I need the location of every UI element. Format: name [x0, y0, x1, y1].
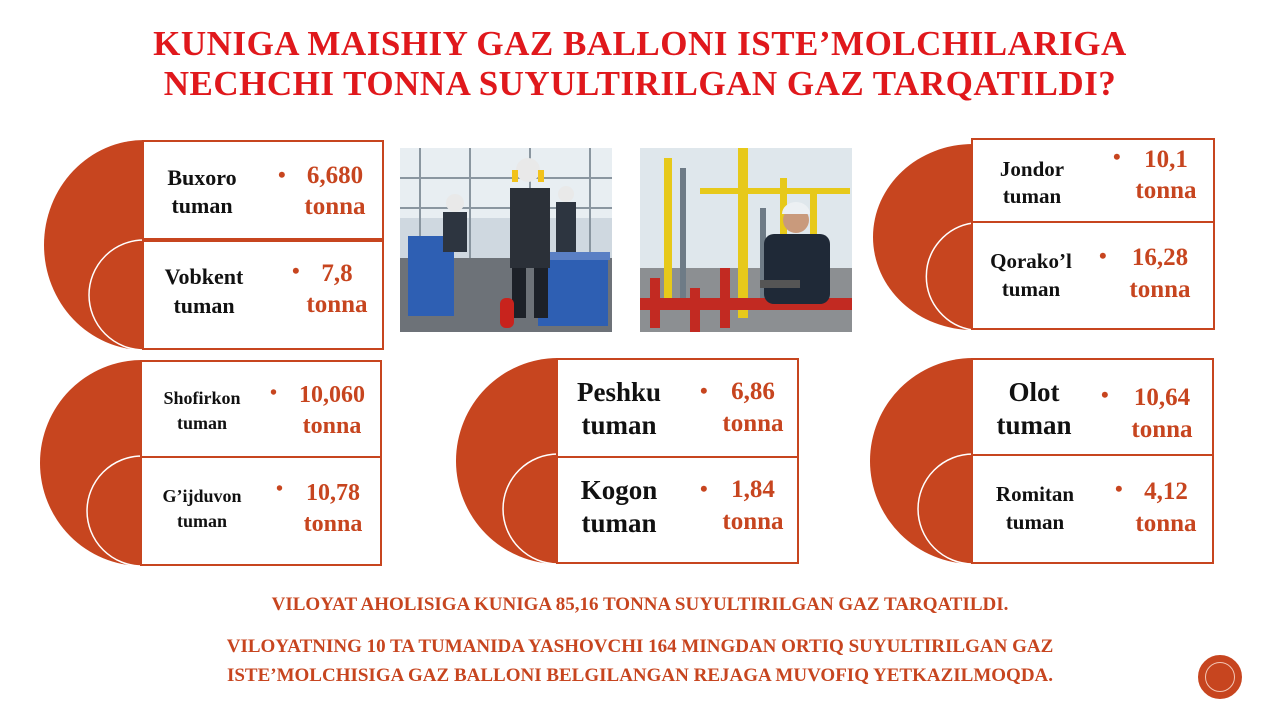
- bullet-icon: •: [700, 476, 708, 501]
- district-value: 10,060 tonna: [299, 382, 365, 439]
- district-card-jondor: [971, 138, 1215, 223]
- district-value: 10,64 tonna: [1131, 384, 1193, 443]
- bullet-icon: •: [1115, 476, 1123, 501]
- district-card-gijduvon: [140, 456, 382, 566]
- slide-nav-button[interactable]: [1198, 655, 1242, 699]
- district-card-peshku: [556, 358, 799, 458]
- district-value: 6,680 tonna: [304, 162, 366, 220]
- bullet-icon: •: [1113, 144, 1121, 169]
- district-name: Olot tuman: [996, 377, 1072, 440]
- district-card-shofirkon: [140, 360, 382, 458]
- bullet-icon: •: [700, 378, 708, 403]
- district-card-buxoro: [142, 140, 384, 240]
- photo-gas-engineer: [640, 148, 852, 332]
- title-line-1: KUNIGA MAISHIY GAZ BALLONI ISTE’MOLCHILARIGA: [153, 24, 1127, 63]
- district-name: G’ijduvon tuman: [162, 486, 242, 531]
- bullet-icon: •: [276, 478, 284, 500]
- district-value: 10,78 tonna: [303, 480, 363, 537]
- district-card-romitan: [971, 454, 1214, 564]
- bullet-icon: •: [1101, 382, 1109, 407]
- district-name: Peshku tuman: [576, 377, 662, 440]
- district-value: 1,84 tonna: [722, 476, 784, 535]
- district-value: 6,86 tonna: [722, 378, 784, 437]
- district-group-shofirkon-gijduvon: [38, 360, 382, 566]
- summary-total: VILOYAT AHOLISIGA KUNIGA 85,16 TONNA SUYULTIRILGAN GAZ TARQATILDI.: [271, 594, 1009, 615]
- district-name: Qorako’l tuman: [990, 249, 1072, 301]
- summary-line-3: ISTE’MOLCHISIGA GAZ BALLONI BELGILANGAN REJAGA MUVOFIQ YETKAZILMOQDA.: [226, 665, 1054, 686]
- photo-gas-workers: [400, 148, 612, 332]
- district-name: Romitan tuman: [995, 482, 1075, 534]
- district-group-buxoro-vobkent: [44, 140, 384, 350]
- district-name: Buxoro tuman: [167, 165, 237, 218]
- district-value: 16,28 tonna: [1129, 244, 1191, 303]
- district-group-olot-romitan: [868, 358, 1214, 564]
- bullet-icon: •: [292, 258, 300, 283]
- district-group-jondor-qorakol: [870, 138, 1215, 330]
- district-name: Kogon tuman: [580, 475, 658, 538]
- district-card-vobkent: [142, 240, 384, 350]
- district-card-olot: [971, 358, 1214, 456]
- district-name: Shofirkon tuman: [163, 388, 241, 433]
- district-value: 7,8 tonna: [306, 260, 368, 318]
- district-value: 4,12 tonna: [1135, 478, 1197, 537]
- nav-ring-icon: [1205, 662, 1235, 692]
- summary-line-2: VILOYATNING 10 TA TUMANIDA YASHOVCHI 164 MINGDAN ORTIQ SUYULTIRILGAN GAZ: [226, 636, 1054, 657]
- district-value: 10,1 tonna: [1135, 146, 1197, 204]
- district-card-kogon: [556, 456, 799, 564]
- district-name: Jondor tuman: [999, 157, 1065, 208]
- bullet-icon: •: [278, 162, 286, 187]
- bullet-icon: •: [1099, 243, 1107, 268]
- district-name: Vobkent tuman: [164, 264, 244, 318]
- bullet-icon: •: [270, 382, 278, 404]
- district-group-peshku-kogon: [454, 358, 799, 564]
- title-line-2: NECHCHI TONNA SUYULTIRILGAN GAZ TARQATILDI?: [163, 64, 1117, 103]
- district-card-qorakol: [971, 221, 1215, 330]
- slide-title: [0, 24, 1280, 104]
